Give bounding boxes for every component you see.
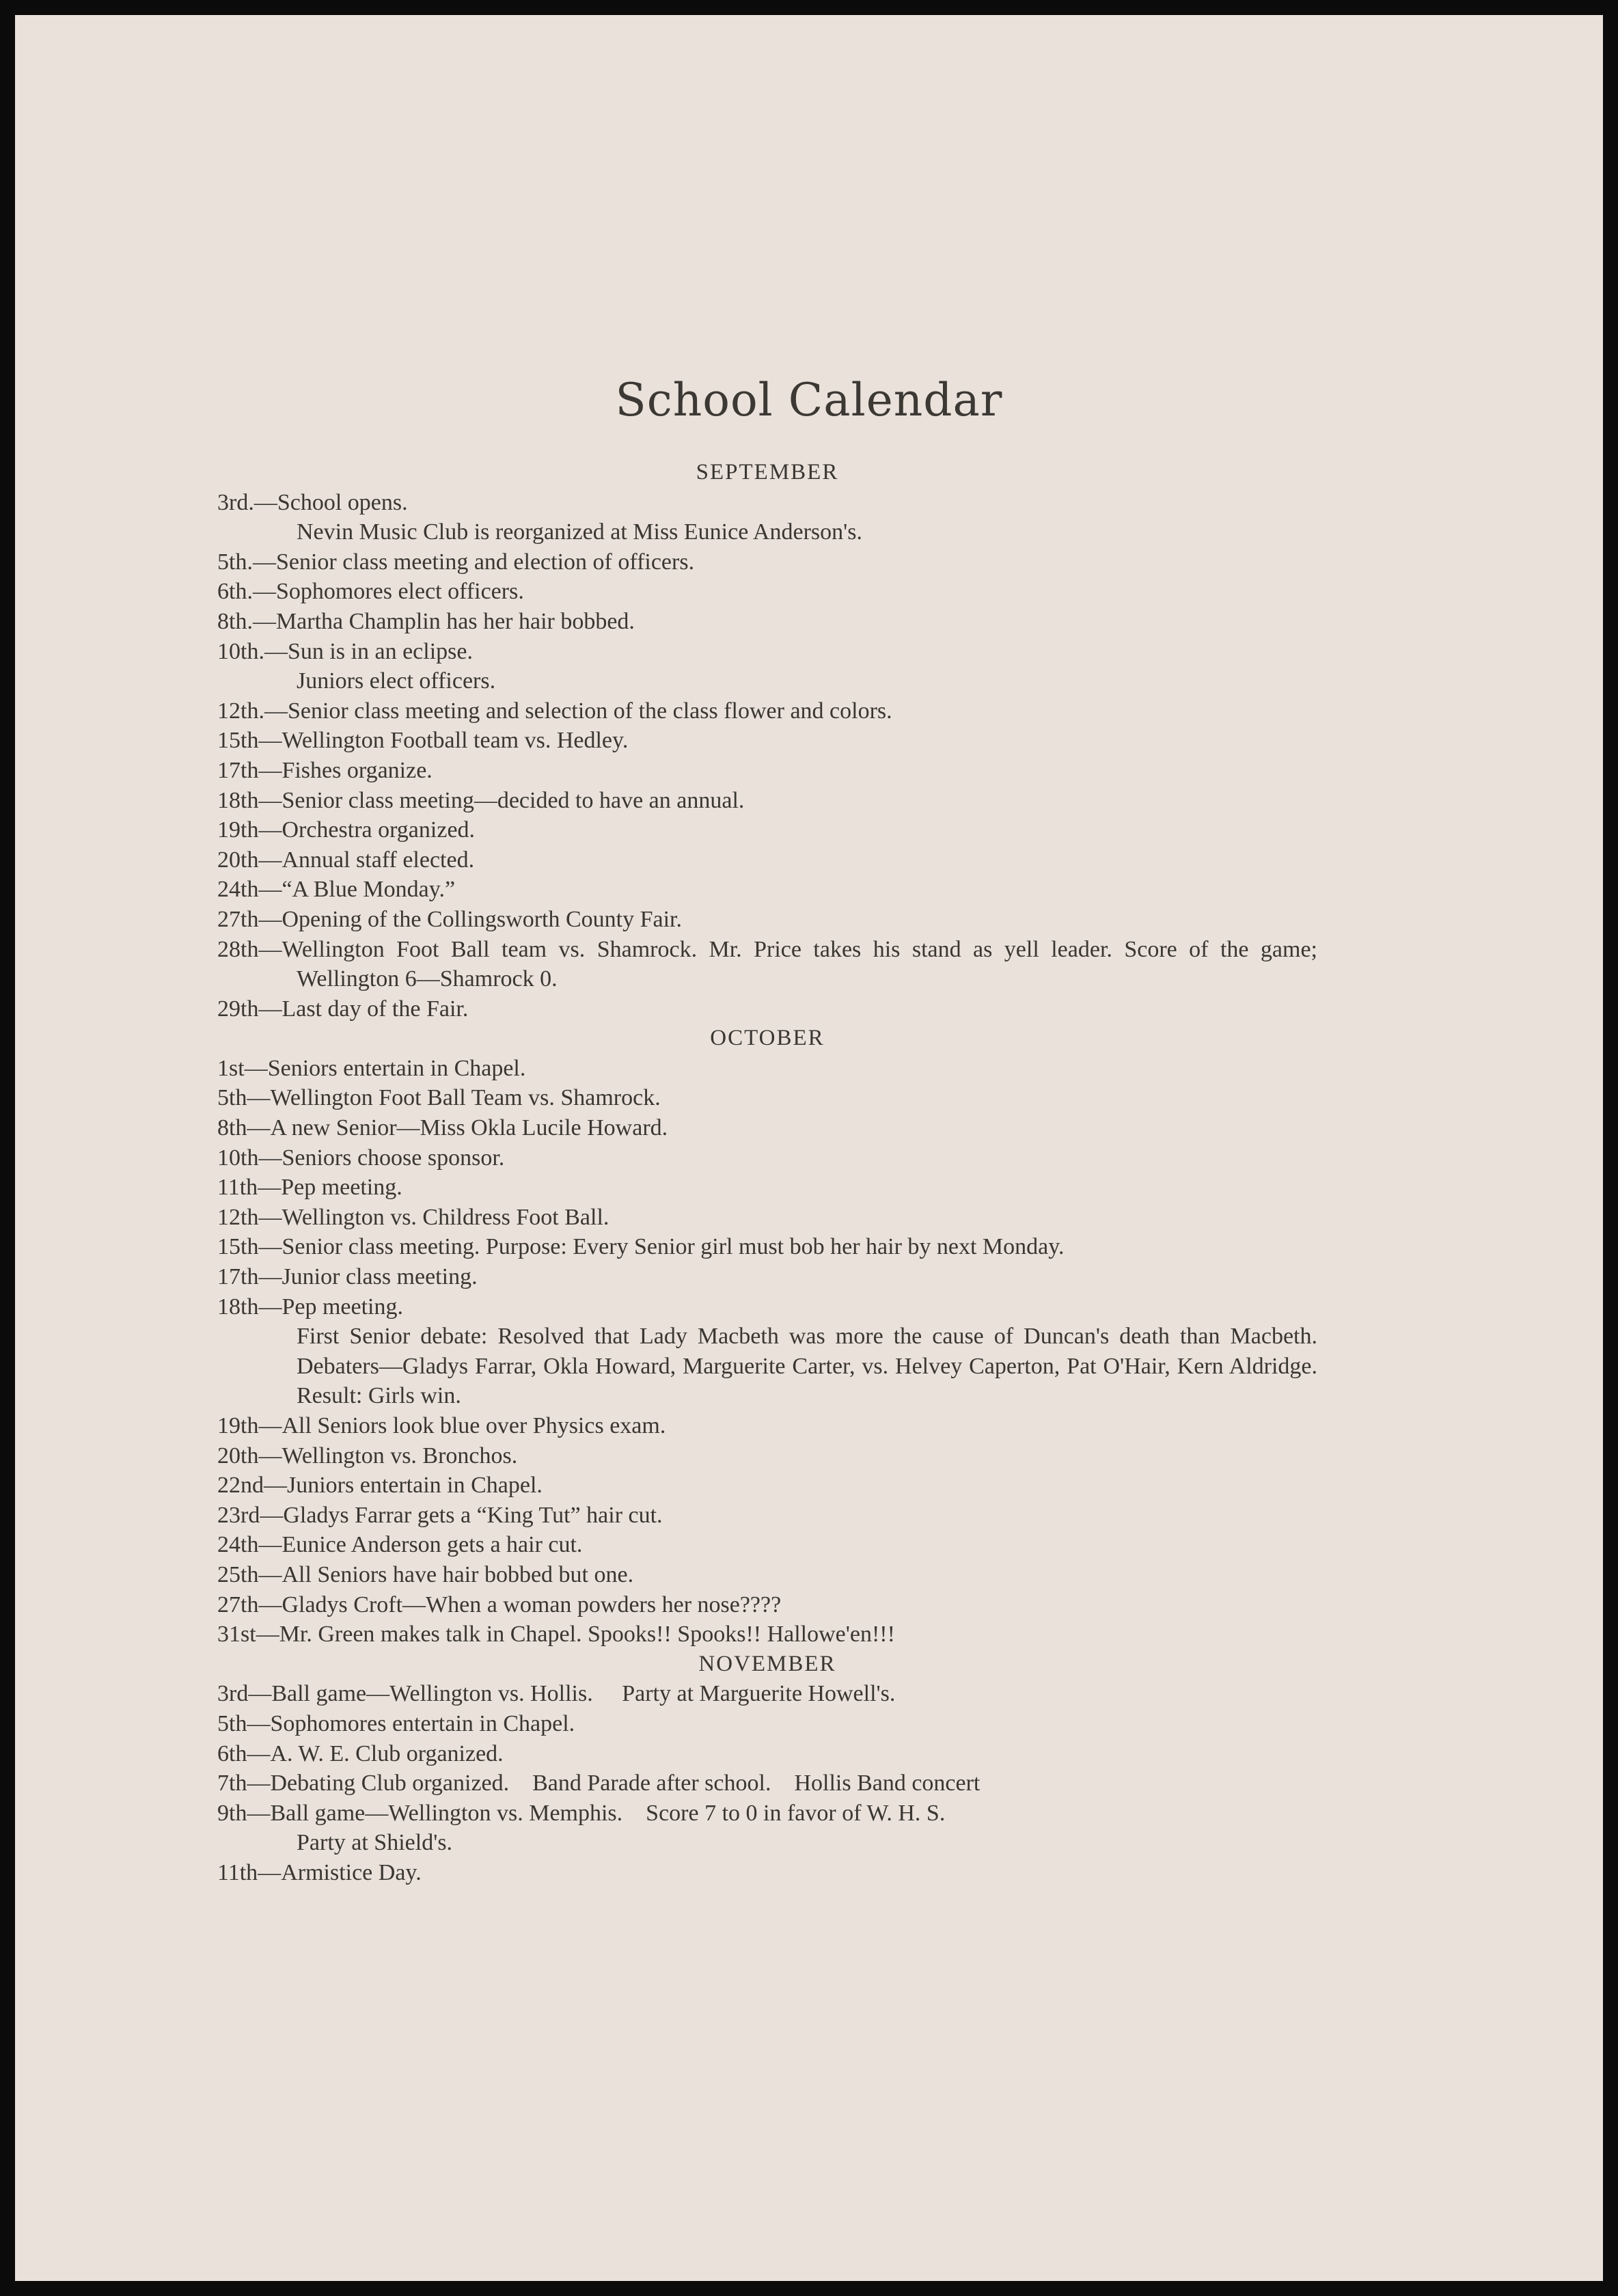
entry-text: Senior class meeting and selection of the class flower and colors. [287, 698, 892, 724]
entry-text: School opens. [277, 489, 408, 515]
calendar-entry: 20th—Annual staff elected. [217, 847, 475, 873]
calendar-entry: 12th.—Senior class meeting and selection of the class flower and colors. [217, 698, 892, 724]
calendar-entry: 28th—Wellington Foot Ball team vs. Shamrock. Mr. Price takes his stand as yell leader. Score of the game; Wellington 6—Shamrock 0. [217, 936, 1317, 992]
entry-text: Sophomores entertain in Chapel. [270, 1710, 575, 1736]
entry-date: 12th [217, 1204, 259, 1230]
entry-text: Fishes organize. [282, 757, 433, 783]
entry-text: Ball game—Wellington vs. Hollis. Party at Marguerite Howell's. [271, 1681, 896, 1707]
entry-date: 22nd [217, 1473, 264, 1499]
entry-text: Debating Club organized. Band Parade after school. Hollis Band concert [270, 1771, 981, 1796]
entry-text: Pep meeting. [282, 1294, 403, 1320]
calendar-entry: 27th—Opening of the Collingsworth County Fair. [217, 906, 682, 932]
month-heading: SEPTEMBER [696, 460, 839, 484]
entry-date: 24th [217, 1532, 259, 1558]
document-page [15, 15, 1603, 2281]
calendar-entry: 24th—Eunice Anderson gets a hair cut. [217, 1532, 583, 1558]
entry-date: 17th [217, 1264, 259, 1290]
entry-date: 18th [217, 1294, 259, 1320]
entry-date: 8th [217, 1115, 247, 1141]
page-title: School Calendar [615, 374, 1003, 426]
entry-date: 28th [217, 936, 259, 962]
calendar-entry: 15th—Senior class meeting. Purpose: Every Senior girl must bob her hair by next Monday. [217, 1234, 1065, 1260]
calendar-entry: 7th—Debating Club organized. Band Parade after school. Hollis Band concert [217, 1771, 981, 1796]
calendar-entry: 3rd—Ball game—Wellington vs. Hollis. Party at Marguerite Howell's. [217, 1681, 896, 1707]
calendar-entry: 6th—A. W. E. Club organized. [217, 1740, 504, 1766]
entry-text: Sophomores elect officers. [275, 579, 524, 605]
calendar-entry: 10th.—Sun is in an eclipse. Juniors elect officers. [217, 637, 1317, 696]
calendar-entry: 8th.—Martha Champlin has her hair bobbed. [217, 608, 635, 634]
calendar-entry: 15th—Wellington Football team vs. Hedley. [217, 728, 629, 754]
entry-date: 6th. [217, 579, 253, 605]
calendar-entry: 25th—All Seniors have hair bobbed but one. [217, 1561, 634, 1587]
entry-text: Wellington Football team vs. Hedley. [282, 728, 629, 754]
calendar-entry: 31st—Mr. Green makes talk in Chapel. Spooks!! Spooks!! Hallowe'en!!! [217, 1622, 895, 1648]
entry-date: 15th [217, 1234, 259, 1260]
entry-text: Pep meeting. [281, 1175, 402, 1201]
entry-date: 29th [217, 996, 259, 1022]
entry-text: Mr. Green makes talk in Chapel. Spooks!! Spooks!! Hallowe'en!!! [279, 1622, 895, 1648]
entry-text: All Seniors look blue over Physics exam. [282, 1413, 666, 1438]
calendar-entry: 5th—Wellington Foot Ball Team vs. Shamrock. [217, 1085, 661, 1111]
entry-text: Juniors entertain in Chapel. [287, 1473, 543, 1499]
entry-text: “A Blue Monday.” [282, 877, 456, 903]
entry-text: A. W. E. Club organized. [270, 1740, 504, 1766]
calendar-entry: 18th—Senior class meeting—decided to have an annual. [217, 787, 745, 813]
month-heading: OCTOBER [710, 1026, 825, 1051]
entry-text: Wellington Foot Ball Team vs. Shamrock. [270, 1085, 661, 1111]
calendar-entry: 5th.—Senior class meeting and election of officers. [217, 549, 695, 575]
entry-date: 27th [217, 1591, 259, 1617]
calendar-entry: 12th—Wellington vs. Childress Foot Ball. [217, 1204, 609, 1230]
entry-text: Junior class meeting. [282, 1264, 478, 1290]
entry-text: A new Senior—Miss Okla Lucile Howard. [270, 1115, 668, 1141]
entry-text: Sun is in an eclipse. [287, 638, 473, 664]
entry-date: 3rd. [217, 489, 254, 515]
entry-date: 10th [217, 1145, 259, 1171]
entry-date: 20th [217, 1443, 259, 1468]
calendar-entry: 10th—Seniors choose sponsor. [217, 1145, 505, 1171]
calendar-entry: 22nd—Juniors entertain in Chapel. [217, 1473, 543, 1499]
entry-text: Annual staff elected. [282, 847, 475, 873]
entry-paragraph: First Senior debate: Resolved that Lady Macbeth was more the cause of Duncan's death than Macbeth. Debaters—Gladys Farrar, Okla Howard, Marguerite Carter, vs. Helvey Caperton, Pat O'Hair, Kern Aldridge. Result: Girls win. [297, 1324, 1317, 1409]
entry-date: 24th [217, 877, 259, 903]
entry-date: 5th [217, 1710, 247, 1736]
entry-date: 1st [217, 1055, 245, 1081]
entry-text: All Seniors have hair bobbed but one. [282, 1561, 634, 1587]
entry-text: Senior class meeting and election of officers. [275, 549, 695, 575]
entry-text: Eunice Anderson gets a hair cut. [282, 1532, 583, 1558]
entry-date: 27th [217, 906, 259, 932]
calendar-entry: 3rd.—School opens. Nevin Music Club is reorganized at Miss Eunice Anderson's. [217, 488, 1317, 547]
calendar-entry: 19th—All Seniors look blue over Physics exam. [217, 1413, 666, 1438]
entry-text: Nevin Music Club is reorganized at Miss Eunice Anderson's. [297, 519, 862, 545]
entry-text: Gladys Croft—When a woman powders her nose???? [282, 1591, 782, 1617]
entry-date: 5th [217, 1085, 247, 1111]
calendar-entry: 11th—Pep meeting. [217, 1175, 402, 1201]
entry-text: Senior class meeting. Purpose: Every Senior girl must bob her hair by next Monday. [282, 1234, 1065, 1260]
entry-date: 19th [217, 817, 259, 843]
calendar-entry: 9th—Ball game—Wellington vs. Memphis. Score 7 to 0 in favor of W. H. S. Party at Shield's. [217, 1799, 1317, 1858]
entry-text: Last day of the Fair. [282, 996, 469, 1022]
calendar-entry: 29th—Last day of the Fair. [217, 996, 469, 1022]
entry-date: 12th. [217, 698, 264, 724]
entry-date: 15th [217, 728, 259, 754]
month-heading: NOVEMBER [698, 1651, 836, 1676]
entry-text: Seniors choose sponsor. [282, 1145, 505, 1171]
calendar-entry: 18th—Pep meeting. First Senior debate: Resolved that Lady Macbeth was more the cause of Duncan's death than Macbeth. Debaters—Gladys Farrar, Okla Howard, Marguerite Carter, vs. Helvey Caperton, Pat O'Hair, Kern Aldridge. Result: Girls win. [217, 1292, 1317, 1411]
entry-date: 19th [217, 1413, 259, 1438]
entry-date: 18th [217, 787, 259, 813]
entry-date: 8th. [217, 608, 253, 634]
entry-text: Juniors elect officers. [297, 668, 496, 694]
entry-text: Party at Shield's. [297, 1830, 453, 1856]
entry-text: Wellington vs. Childress Foot Ball. [282, 1204, 609, 1230]
entry-date: 17th [217, 757, 259, 783]
entry-text: Martha Champlin has her hair bobbed. [275, 608, 635, 634]
entry-date: 23rd [217, 1502, 260, 1528]
calendar-entry: 8th—A new Senior—Miss Okla Lucile Howard. [217, 1115, 668, 1141]
entry-date: 9th [217, 1800, 247, 1826]
entry-text: Ball game—Wellington vs. Memphis. Score 7 to 0 in favor of W. H. S. [270, 1800, 946, 1826]
entry-text: Wellington vs. Bronchos. [282, 1443, 518, 1468]
calendar-entry: 19th—Orchestra organized. [217, 817, 476, 843]
entry-text: Wellington Foot Ball team vs. Shamrock. Mr. Price takes his stand as yell leader. Score of the game; Wellington 6—Shamrock 0. [282, 936, 1317, 992]
calendar-entry: 27th—Gladys Croft—When a woman powders her nose???? [217, 1591, 782, 1617]
calendar-entry: 11th—Armistice Day. [217, 1859, 422, 1885]
calendar-entry: 23rd—Gladys Farrar gets a “King Tut” hair cut. [217, 1502, 663, 1528]
entry-date: 7th [217, 1771, 247, 1796]
entry-date: 25th [217, 1561, 259, 1587]
calendar-entry: 20th—Wellington vs. Bronchos. [217, 1443, 518, 1468]
entry-date: 31st [217, 1622, 256, 1648]
entry-date: 3rd [217, 1681, 249, 1707]
entry-text: Orchestra organized. [282, 817, 476, 843]
calendar-content [217, 458, 1317, 1888]
entry-date: 10th. [217, 638, 264, 664]
calendar-entry: 5th—Sophomores entertain in Chapel. [217, 1710, 575, 1736]
calendar-entry: 17th—Fishes organize. [217, 757, 433, 783]
calendar-entry: 24th—“A Blue Monday.” [217, 877, 456, 903]
entry-text: Senior class meeting—decided to have an annual. [282, 787, 745, 813]
entry-text: Gladys Farrar gets a “King Tut” hair cut. [283, 1502, 663, 1528]
entry-text: Armistice Day. [281, 1859, 422, 1885]
calendar-entry: 17th—Junior class meeting. [217, 1264, 478, 1290]
entry-date: 11th [217, 1859, 258, 1885]
entry-date: 11th [217, 1175, 258, 1201]
entry-text: Opening of the Collingsworth County Fair. [282, 906, 682, 932]
entry-date: 20th [217, 847, 259, 873]
calendar-entry: 6th.—Sophomores elect officers. [217, 579, 524, 605]
entry-date: 5th. [217, 549, 253, 575]
entry-text: Seniors entertain in Chapel. [267, 1055, 526, 1081]
entry-date: 6th [217, 1740, 247, 1766]
calendar-entry: 1st—Seniors entertain in Chapel. [217, 1055, 526, 1081]
